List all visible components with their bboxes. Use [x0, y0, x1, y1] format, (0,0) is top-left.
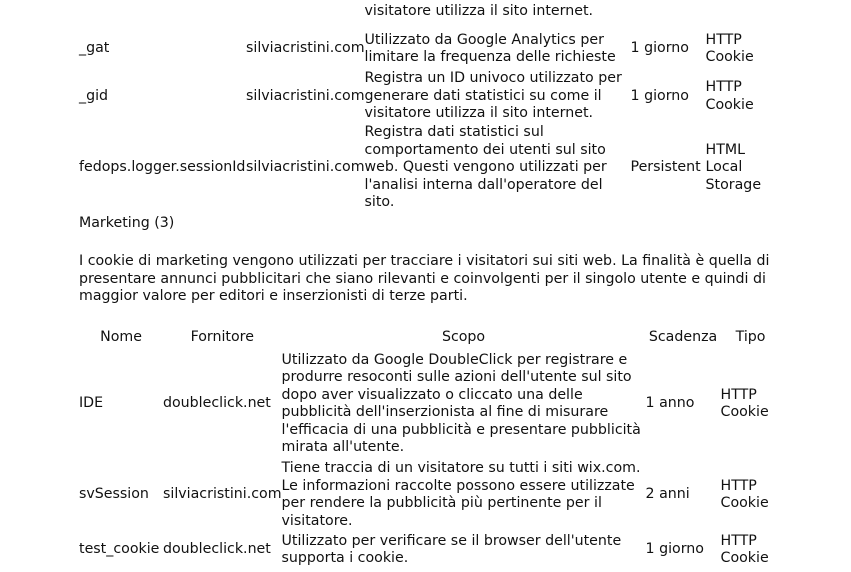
cookie-purpose: visitatore utilizza il sito internet.: [364, 2, 594, 19]
cookie-name: fedops.logger.sessionId: [79, 159, 246, 175]
table-row: [79, 530, 781, 570]
cookie-name: _gid: [79, 87, 109, 104]
table-row: [79, 124, 776, 212]
marketing-section-title: Marketing (3): [79, 215, 175, 231]
table-row: [79, 69, 776, 124]
cookie-provider: [246, 0, 365, 29]
cookie-provider: silviacristini.com: [246, 87, 365, 104]
cookie-provider: silviacristini.com: [246, 40, 365, 57]
cookie-name: IDE: [79, 395, 104, 412]
cookie-purpose: Utilizzato per verificare se il browser dell'utente supporta i cookie.: [281, 532, 622, 566]
cookie-type: HTTP Cookie: [705, 31, 754, 65]
cookie-type: HTTP Cookie: [705, 79, 754, 113]
column-header-name: Nome: [100, 329, 142, 346]
cookie-provider: doubleclick.net: [163, 395, 271, 412]
column-header-provider: Fornitore: [190, 329, 254, 346]
cookie-name: svSession: [79, 486, 149, 503]
cookie-expiry: 1 giorno: [630, 87, 689, 104]
cookie-purpose: Registra dati statistici sul comportamento dei utenti sul sito web. Questi vengono utilizzati per l'analisi interna dall'operatore del sito.: [364, 124, 607, 210]
cookie-purpose: Registra un ID univoco utilizzato per generare dati statistici su come il visitatore utilizza il sito internet.: [364, 70, 622, 122]
cookie-provider: doubleclick.net: [163, 541, 271, 558]
cookie-name: [79, 0, 246, 29]
cookie-name: _gat: [79, 40, 110, 57]
cookie-type: HTTP Cookie: [720, 532, 769, 566]
cookie-type: [706, 0, 776, 29]
marketing-cookie-table: [79, 328, 781, 570]
cookie-expiry: 1 giorno: [630, 40, 689, 57]
cookie-purpose: Utilizzato da Google DoubleClick per registrare e produrre resoconti sulle azioni dell'utente sul sito dopo aver visualizzato o cliccato una delle pubblicità dell'inserzionista al fine di misurare l'efficacia di una pubblicità e presentare pubblicità mirata all'utente.: [281, 351, 641, 455]
table-row: [79, 460, 781, 530]
cookie-provider: silviacristini.com: [163, 486, 282, 503]
cookie-type: HTTP Cookie: [720, 477, 769, 511]
table-header-row: [79, 328, 781, 348]
cookie-type: HTML Local Storage: [705, 141, 762, 193]
table-row: [79, 29, 776, 69]
cookie-provider: silviacristini.com: [246, 159, 365, 175]
cookie-purpose: Utilizzato da Google Analytics per limitare la frequenza delle richieste: [364, 31, 616, 65]
table-row: [79, 0, 776, 29]
statistics-cookie-table: [79, 0, 776, 212]
column-header-type: Tipo: [735, 329, 766, 346]
cookie-expiry: 1 giorno: [645, 541, 704, 558]
marketing-description: I cookie di marketing vengono utilizzati per tracciare i visitatori sui siti web. La finalità è quella di presentare annunci pubblicitari che siano rilevanti e coinvolgenti per il singolo utente e quindi di maggior valore per editori e inserzionisti di terze parti.: [79, 253, 770, 304]
cookie-expiry: 2 anni: [645, 486, 690, 503]
table-row: [79, 348, 781, 460]
cookie-expiry: Persistent: [630, 159, 701, 175]
column-header-expiry: Scadenza: [648, 329, 718, 346]
cookie-type: HTTP Cookie: [720, 386, 769, 420]
cookie-name: test_cookie: [79, 541, 160, 558]
cookie-purpose: Tiene traccia di un visitatore su tutti i siti wix.com. Le informazioni raccolte possono essere utilizzate per rendere la pubblicità più pertinente per il visitatore.: [281, 460, 641, 529]
cookie-expiry: [631, 0, 706, 29]
column-header-purpose: Scopo: [441, 329, 486, 346]
cookie-expiry: 1 anno: [645, 395, 695, 412]
